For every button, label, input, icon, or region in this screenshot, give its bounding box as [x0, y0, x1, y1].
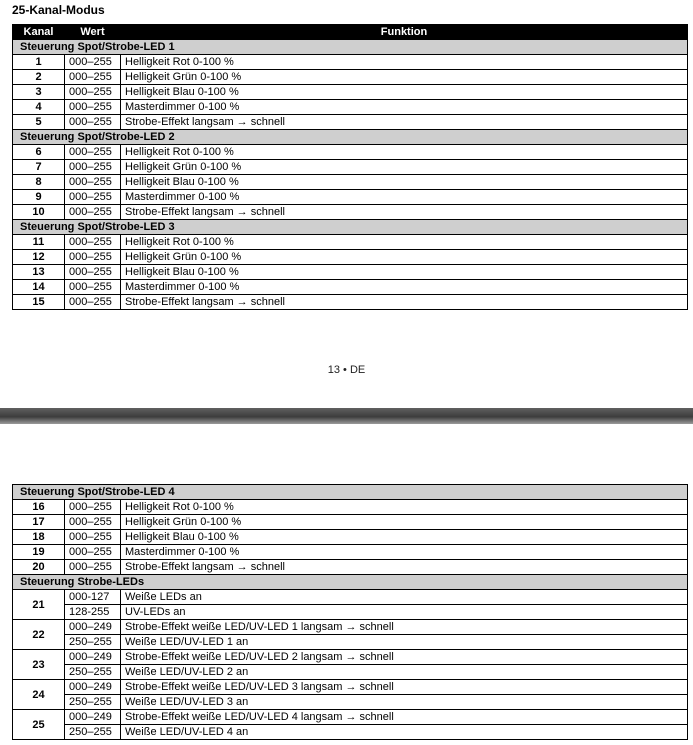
section-header-row — [13, 130, 688, 145]
function-text: Strobe-Effekt langsam → schnell — [121, 560, 688, 575]
value-range: 000–255 — [65, 280, 121, 295]
table-row — [13, 235, 688, 250]
channel-number: 19 — [13, 545, 65, 560]
table-row — [13, 250, 688, 265]
channel-table-page-2 — [12, 484, 688, 740]
section-title: Steuerung Strobe-LEDs — [13, 575, 688, 590]
function-text: Masterdimmer 0-100 % — [121, 190, 688, 205]
table-row — [13, 100, 688, 115]
table-row — [13, 115, 688, 130]
table-row — [13, 190, 688, 205]
value-range: 000–255 — [65, 145, 121, 160]
channel-number: 22 — [13, 620, 65, 650]
value-range: 000–255 — [65, 515, 121, 530]
channel-number: 6 — [13, 145, 65, 160]
function-text: Strobe-Effekt weiße LED/UV-LED 4 langsam → schnell — [121, 710, 688, 725]
value-range: 000–249 — [65, 680, 121, 695]
section-title: Steuerung Spot/Strobe-LED 4 — [13, 485, 688, 500]
table-row — [13, 620, 688, 635]
table-row — [13, 710, 688, 725]
table-row — [13, 295, 688, 310]
value-range: 250–255 — [65, 635, 121, 650]
channel-number: 18 — [13, 530, 65, 545]
value-range: 000-127 — [65, 590, 121, 605]
channel-number: 5 — [13, 115, 65, 130]
function-text: Strobe-Effekt weiße LED/UV-LED 1 langsam → schnell — [121, 620, 688, 635]
value-range: 250–255 — [65, 695, 121, 710]
function-text: Strobe-Effekt langsam → schnell — [121, 205, 688, 220]
section-header-row — [13, 40, 688, 55]
function-text: Helligkeit Rot 0-100 % — [121, 500, 688, 515]
table-row — [13, 160, 688, 175]
channel-number: 12 — [13, 250, 65, 265]
table-row — [13, 590, 688, 605]
value-range: 000–255 — [65, 295, 121, 310]
value-range: 000–255 — [65, 205, 121, 220]
section-title: Steuerung Spot/Strobe-LED 1 — [13, 40, 688, 55]
table-row — [13, 530, 688, 545]
function-text: Helligkeit Rot 0-100 % — [121, 55, 688, 70]
table-row — [13, 665, 688, 680]
channel-number: 23 — [13, 650, 65, 680]
function-text: Weiße LED/UV-LED 4 an — [121, 725, 688, 740]
function-text: Helligkeit Blau 0-100 % — [121, 265, 688, 280]
page-divider — [0, 408, 693, 424]
table-row — [13, 545, 688, 560]
header-kanal: Kanal — [13, 25, 65, 40]
channel-number: 14 — [13, 280, 65, 295]
channel-table-page-1 — [12, 24, 688, 310]
value-range: 000–255 — [65, 175, 121, 190]
function-text: Strobe-Effekt langsam → schnell — [121, 295, 688, 310]
table-row — [13, 650, 688, 665]
table-row — [13, 265, 688, 280]
function-text: Weiße LEDs an — [121, 590, 688, 605]
channel-number: 21 — [13, 590, 65, 620]
table-row — [13, 175, 688, 190]
channel-number: 4 — [13, 100, 65, 115]
value-range: 000–255 — [65, 545, 121, 560]
function-text: Helligkeit Blau 0-100 % — [121, 530, 688, 545]
table-row — [13, 70, 688, 85]
section-header-row — [13, 220, 688, 235]
function-text: Masterdimmer 0-100 % — [121, 280, 688, 295]
function-text: Strobe-Effekt weiße LED/UV-LED 2 langsam → schnell — [121, 650, 688, 665]
table-row — [13, 605, 688, 620]
channel-number: 2 — [13, 70, 65, 85]
table-row — [13, 725, 688, 740]
table-row — [13, 205, 688, 220]
function-text: Strobe-Effekt langsam → schnell — [121, 115, 688, 130]
table-row — [13, 680, 688, 695]
channel-number: 3 — [13, 85, 65, 100]
value-range: 000–255 — [65, 190, 121, 205]
value-range: 000–255 — [65, 265, 121, 280]
value-range: 000–255 — [65, 530, 121, 545]
section-title: Steuerung Spot/Strobe-LED 2 — [13, 130, 688, 145]
page-title: 25-Kanal-Modus — [12, 3, 105, 17]
channel-number: 16 — [13, 500, 65, 515]
function-text: Weiße LED/UV-LED 3 an — [121, 695, 688, 710]
function-text: Helligkeit Grün 0-100 % — [121, 160, 688, 175]
function-text: Helligkeit Grün 0-100 % — [121, 250, 688, 265]
function-text: Weiße LED/UV-LED 2 an — [121, 665, 688, 680]
value-range: 000–249 — [65, 620, 121, 635]
function-text: Helligkeit Grün 0-100 % — [121, 515, 688, 530]
function-text: Helligkeit Rot 0-100 % — [121, 145, 688, 160]
channel-number: 11 — [13, 235, 65, 250]
table-header-row — [13, 25, 688, 40]
function-text: Weiße LED/UV-LED 1 an — [121, 635, 688, 650]
table-row — [13, 280, 688, 295]
channel-number: 15 — [13, 295, 65, 310]
channel-number: 7 — [13, 160, 65, 175]
channel-number: 10 — [13, 205, 65, 220]
table-row — [13, 85, 688, 100]
value-range: 000–255 — [65, 85, 121, 100]
value-range: 250–255 — [65, 665, 121, 680]
function-text: Masterdimmer 0-100 % — [121, 100, 688, 115]
section-title: Steuerung Spot/Strobe-LED 3 — [13, 220, 688, 235]
value-range: 000–255 — [65, 560, 121, 575]
table-row — [13, 695, 688, 710]
channel-number: 13 — [13, 265, 65, 280]
channel-number: 8 — [13, 175, 65, 190]
header-funktion: Funktion — [121, 25, 688, 40]
channel-number: 25 — [13, 710, 65, 740]
value-range: 000–255 — [65, 250, 121, 265]
value-range: 250–255 — [65, 725, 121, 740]
table-row — [13, 55, 688, 70]
page-footer: 13 • DE — [327, 364, 366, 376]
function-text: Masterdimmer 0-100 % — [121, 545, 688, 560]
table-row — [13, 635, 688, 650]
header-wert: Wert — [65, 25, 121, 40]
value-range: 128-255 — [65, 605, 121, 620]
value-range: 000–255 — [65, 235, 121, 250]
function-text: Helligkeit Rot 0-100 % — [121, 235, 688, 250]
value-range: 000–255 — [65, 160, 121, 175]
value-range: 000–255 — [65, 70, 121, 85]
table-row — [13, 560, 688, 575]
section-header-row — [13, 575, 688, 590]
function-text: Helligkeit Blau 0-100 % — [121, 85, 688, 100]
value-range: 000–255 — [65, 115, 121, 130]
table-row — [13, 515, 688, 530]
channel-number: 20 — [13, 560, 65, 575]
function-text: Strobe-Effekt weiße LED/UV-LED 3 langsam → schnell — [121, 680, 688, 695]
table-row — [13, 500, 688, 515]
channel-number: 1 — [13, 55, 65, 70]
value-range: 000–249 — [65, 710, 121, 725]
function-text: Helligkeit Blau 0-100 % — [121, 175, 688, 190]
function-text: UV-LEDs an — [121, 605, 688, 620]
value-range: 000–255 — [65, 500, 121, 515]
table-row — [13, 145, 688, 160]
value-range: 000–255 — [65, 100, 121, 115]
value-range: 000–249 — [65, 650, 121, 665]
channel-number: 17 — [13, 515, 65, 530]
channel-number: 9 — [13, 190, 65, 205]
function-text: Helligkeit Grün 0-100 % — [121, 70, 688, 85]
section-header-row — [13, 485, 688, 500]
value-range: 000–255 — [65, 55, 121, 70]
channel-number: 24 — [13, 680, 65, 710]
